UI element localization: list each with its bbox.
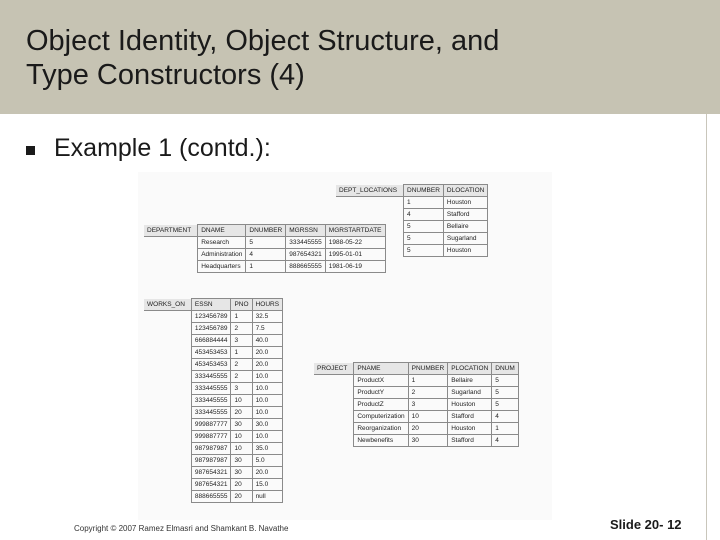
table-cell: Research	[198, 237, 246, 249]
table-cell: 1	[231, 347, 252, 359]
table-row	[144, 237, 385, 249]
table-cell: 333445555	[191, 371, 231, 383]
table-cell: 123456789	[191, 311, 231, 323]
table-cell: 32.5	[252, 311, 282, 323]
table-cell: 333445555	[191, 395, 231, 407]
table-header-row	[144, 225, 385, 237]
relation-name: WORKS_ON	[144, 299, 191, 311]
table-cell: 20	[231, 479, 252, 491]
spacer-cell	[314, 435, 354, 447]
column-header: DNUMBER	[246, 225, 286, 237]
column-header: MGRSSN	[286, 225, 326, 237]
table-cell: 888665555	[191, 491, 231, 503]
table-cell: Stafford	[443, 209, 487, 221]
spacer-cell	[144, 479, 191, 491]
table-row	[314, 411, 518, 423]
table-cell: Headquarters	[198, 261, 246, 273]
spacer-cell	[144, 383, 191, 395]
table-row	[144, 443, 283, 455]
right-divider	[706, 114, 707, 540]
table-cell: 20	[408, 423, 448, 435]
table-cell: 30	[231, 467, 252, 479]
column-header: ESSN	[191, 299, 231, 311]
spacer-cell	[144, 407, 191, 419]
title-line-2: Type Constructors (4)	[26, 59, 305, 91]
spacer-cell	[144, 347, 191, 359]
spacer-cell	[144, 311, 191, 323]
table-cell: 10.0	[252, 407, 282, 419]
table-cell: Sugarland	[443, 233, 487, 245]
table-cell: Computerization	[354, 411, 408, 423]
table-cell: 10.0	[252, 395, 282, 407]
table-cell: 1988-05-22	[325, 237, 385, 249]
table-row	[144, 261, 385, 273]
column-header: DLOCATION	[443, 185, 487, 197]
table-row	[144, 467, 283, 479]
column-header: DNUM	[492, 363, 519, 375]
table-cell: 333445555	[191, 407, 231, 419]
column-header: MGRSTARTDATE	[325, 225, 385, 237]
table-header-row	[336, 185, 488, 197]
copyright-footer: Copyright © 2007 Ramez Elmasri and Shamkant B. Navathe	[74, 524, 289, 533]
table-cell: 123456789	[191, 323, 231, 335]
table-cell: ProductY	[354, 387, 408, 399]
table-cell: Newbenefits	[354, 435, 408, 447]
spacer-cell	[314, 375, 354, 387]
table-row	[314, 435, 518, 447]
table-cell: 5	[492, 399, 519, 411]
table-cell: Sugarland	[448, 387, 492, 399]
table-cell: 20	[231, 407, 252, 419]
table-cell: 30	[231, 419, 252, 431]
spacer-cell	[144, 467, 191, 479]
table-row	[144, 419, 283, 431]
spacer-cell	[144, 419, 191, 431]
table-cell: null	[252, 491, 282, 503]
table-cell: 10	[231, 443, 252, 455]
table-cell: 5	[404, 221, 444, 233]
table-cell: 1981-06-19	[325, 261, 385, 273]
table-cell: 10.0	[252, 371, 282, 383]
table-row	[144, 323, 283, 335]
table-row	[314, 387, 518, 399]
table-cell: 2	[231, 359, 252, 371]
table-cell: 3	[231, 383, 252, 395]
table-cell: 20.0	[252, 359, 282, 371]
table-cell: ProductX	[354, 375, 408, 387]
table-cell: 15.0	[252, 479, 282, 491]
table-cell: Houston	[448, 399, 492, 411]
table-cell: 999887777	[191, 431, 231, 443]
slide-title	[26, 24, 499, 92]
bullet-square-icon	[26, 146, 35, 155]
table-cell: 10	[408, 411, 448, 423]
table-cell: Stafford	[448, 411, 492, 423]
table-row	[314, 399, 518, 411]
table-cell: 3	[408, 399, 448, 411]
table-cell: Houston	[443, 197, 487, 209]
table-cell: 10	[231, 431, 252, 443]
spacer-cell	[314, 399, 354, 411]
works-on-table	[144, 298, 283, 503]
table-cell: 10	[231, 395, 252, 407]
table-cell: 5	[404, 233, 444, 245]
column-header: HOURS	[252, 299, 282, 311]
table-cell: 20	[231, 491, 252, 503]
table-cell: 2	[231, 323, 252, 335]
table-cell: Stafford	[448, 435, 492, 447]
table-cell: 4	[492, 435, 519, 447]
table-cell: 987654321	[191, 479, 231, 491]
relation-name: DEPT_LOCATIONS	[336, 185, 404, 197]
table-cell: 4	[246, 249, 286, 261]
table-cell: 2	[231, 371, 252, 383]
table-cell: 2	[408, 387, 448, 399]
table-cell: 5	[492, 375, 519, 387]
relation-name: PROJECT	[314, 363, 354, 375]
table-cell: 1995-01-01	[325, 249, 385, 261]
table-cell: ProductZ	[354, 399, 408, 411]
table-cell: 333445555	[286, 237, 326, 249]
table-row	[336, 197, 488, 209]
table-row	[144, 407, 283, 419]
table-header-row	[314, 363, 518, 375]
column-header: DNUMBER	[404, 185, 444, 197]
table-row	[144, 335, 283, 347]
table-row	[144, 431, 283, 443]
table-cell: 1	[246, 261, 286, 273]
table-row	[144, 455, 283, 467]
table-cell: 20.0	[252, 347, 282, 359]
table-cell: 10.0	[252, 383, 282, 395]
relation-name: DEPARTMENT	[144, 225, 198, 237]
table-cell: 5.0	[252, 455, 282, 467]
table-cell: 1	[492, 423, 519, 435]
spacer-cell	[144, 371, 191, 383]
spacer-cell	[314, 423, 354, 435]
table-cell: 5	[246, 237, 286, 249]
table-cell: 987654321	[286, 249, 326, 261]
spacer-cell	[336, 197, 404, 209]
table-row	[144, 359, 283, 371]
table-row	[336, 209, 488, 221]
table-cell: 3	[231, 335, 252, 347]
table-row	[144, 491, 283, 503]
table-cell: 40.0	[252, 335, 282, 347]
table-row	[314, 375, 518, 387]
table-cell: Bellaire	[448, 375, 492, 387]
table-row	[144, 479, 283, 491]
table-cell: 5	[404, 245, 444, 257]
table-cell: Houston	[448, 423, 492, 435]
table-cell: 999887777	[191, 419, 231, 431]
table-cell: Administration	[198, 249, 246, 261]
title-line-1: Object Identity, Object Structure, and	[26, 25, 500, 57]
table-cell: 1	[404, 197, 444, 209]
table-row	[144, 395, 283, 407]
spacer-cell	[336, 209, 404, 221]
spacer-cell	[314, 411, 354, 423]
column-header: PNUMBER	[408, 363, 448, 375]
table-cell: 7.5	[252, 323, 282, 335]
table-cell: 5	[492, 387, 519, 399]
bullet-text: Example 1 (contd.):	[54, 134, 271, 162]
spacer-cell	[144, 491, 191, 503]
spacer-cell	[144, 443, 191, 455]
table-cell: 1	[231, 311, 252, 323]
table-cell: 30	[231, 455, 252, 467]
table-cell: 20.0	[252, 467, 282, 479]
spacer-cell	[144, 359, 191, 371]
column-header: PLOCATION	[448, 363, 492, 375]
spacer-cell	[144, 455, 191, 467]
table-cell: 888665555	[286, 261, 326, 273]
table-row	[144, 383, 283, 395]
table-row	[144, 249, 385, 261]
column-header: PNAME	[354, 363, 408, 375]
table-cell: 30	[408, 435, 448, 447]
table-cell: Houston	[443, 245, 487, 257]
spacer-cell	[144, 395, 191, 407]
spacer-cell	[144, 335, 191, 347]
table-cell: 987654321	[191, 467, 231, 479]
table-cell: 30.0	[252, 419, 282, 431]
spacer-cell	[144, 431, 191, 443]
spacer-cell	[144, 237, 198, 249]
table-cell: Reorganization	[354, 423, 408, 435]
spacer-cell	[314, 387, 354, 399]
spacer-cell	[144, 261, 198, 273]
table-cell: 666884444	[191, 335, 231, 347]
table-row	[314, 423, 518, 435]
table-cell: 453453453	[191, 347, 231, 359]
table-row	[144, 311, 283, 323]
title-band	[0, 0, 720, 114]
table-row	[144, 371, 283, 383]
column-header: PNO	[231, 299, 252, 311]
relational-schema-figure	[138, 172, 552, 520]
table-cell: 987987987	[191, 443, 231, 455]
spacer-cell	[144, 249, 198, 261]
table-cell: 987987987	[191, 455, 231, 467]
table-cell: 333445555	[191, 383, 231, 395]
slide-number: Slide 20- 12	[610, 517, 682, 532]
project-table	[314, 362, 519, 447]
table-cell: Bellaire	[443, 221, 487, 233]
department-table	[144, 224, 386, 273]
spacer-cell	[144, 323, 191, 335]
table-cell: 1	[408, 375, 448, 387]
table-header-row	[144, 299, 283, 311]
table-cell: 453453453	[191, 359, 231, 371]
table-row	[144, 347, 283, 359]
table-cell: 35.0	[252, 443, 282, 455]
column-header: DNAME	[198, 225, 246, 237]
table-cell: 4	[404, 209, 444, 221]
table-cell: 4	[492, 411, 519, 423]
table-cell: 10.0	[252, 431, 282, 443]
